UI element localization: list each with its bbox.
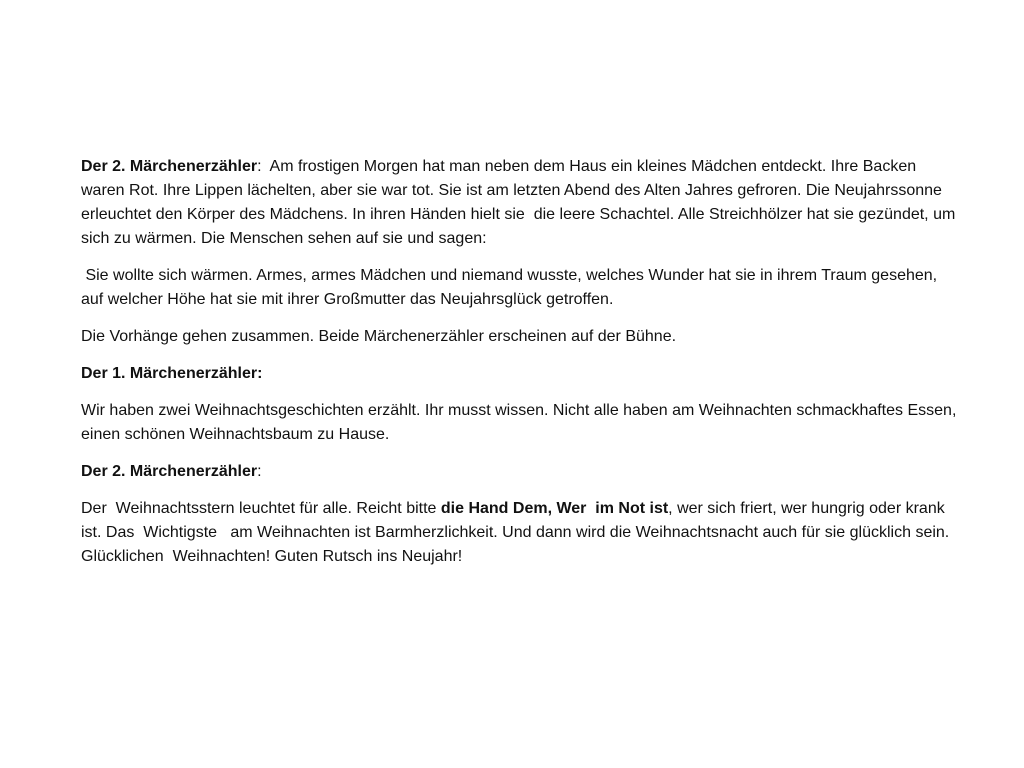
document-body [81, 155, 961, 582]
paragraph-4 [81, 362, 961, 386]
paragraph-5 [81, 399, 961, 447]
speaker-label: Der 2. Märchenerzähler [81, 463, 258, 480]
paragraph-7 [81, 497, 961, 569]
speaker-label: Der 2. Märchenerzähler [81, 158, 258, 175]
paragraph-text-start: Der Weihnachtsstern leuchtet für alle. Reicht bitte [81, 500, 441, 517]
paragraph-3 [81, 325, 961, 349]
paragraph-text-end: , wer sich friert, wer hungrig oder krank ist. Das Wichtigste am Weihnachten ist Barmherzlichkeit. Und dann wird die Weihnachtsnacht auch für sie glücklich sein. Glücklichen Weihnachten! Guten Rutsch ins Neujahr! [81, 500, 954, 565]
paragraph-2 [81, 264, 961, 312]
paragraph-1 [81, 155, 961, 251]
speaker-label: Der 1. Märchenerzähler: [81, 365, 263, 382]
paragraph-6 [81, 460, 961, 484]
paragraph-text: Wir haben zwei Weihnachtsgeschichten erzählt. Ihr musst wissen. Nicht alle haben am Weihnachten schmackhaftes Essen, einen schönen Weihnachtsbaum zu Hause. [81, 402, 961, 443]
stage-direction: Die Vorhänge gehen zusammen. Beide Märchenerzähler erscheinen auf der Bühne. [81, 328, 677, 345]
speaker-colon: : [257, 158, 262, 175]
paragraph-text: Am frostigen Morgen hat man neben dem Haus ein kleines Mädchen entdeckt. Ihre Backen waren Rot. Ihre Lippen lächelten, aber sie war tot. Sie ist am letzten Abend des Alten Jahres gefroren. Die Neujahrssonne erleuchtet den Körper des Mädchens. In ihren Händen hielt sie die leere Schachtel. Alle Streichhölzer hat sie gezündet, um sich zu wärmen. Die Menschen sehen auf sie und sagen: [81, 158, 960, 247]
speaker-colon: : [257, 463, 262, 480]
paragraph-text: Sie wollte sich wärmen. Armes, armes Mädchen und niemand wusste, welches Wunder hat sie in ihrem Traum gesehen, auf welcher Höhe hat sie mit ihrer Großmutter das Neujahrsglück getroffen. [81, 267, 942, 308]
emphasis-text: die Hand Dem, Wer im Not ist [440, 500, 669, 517]
